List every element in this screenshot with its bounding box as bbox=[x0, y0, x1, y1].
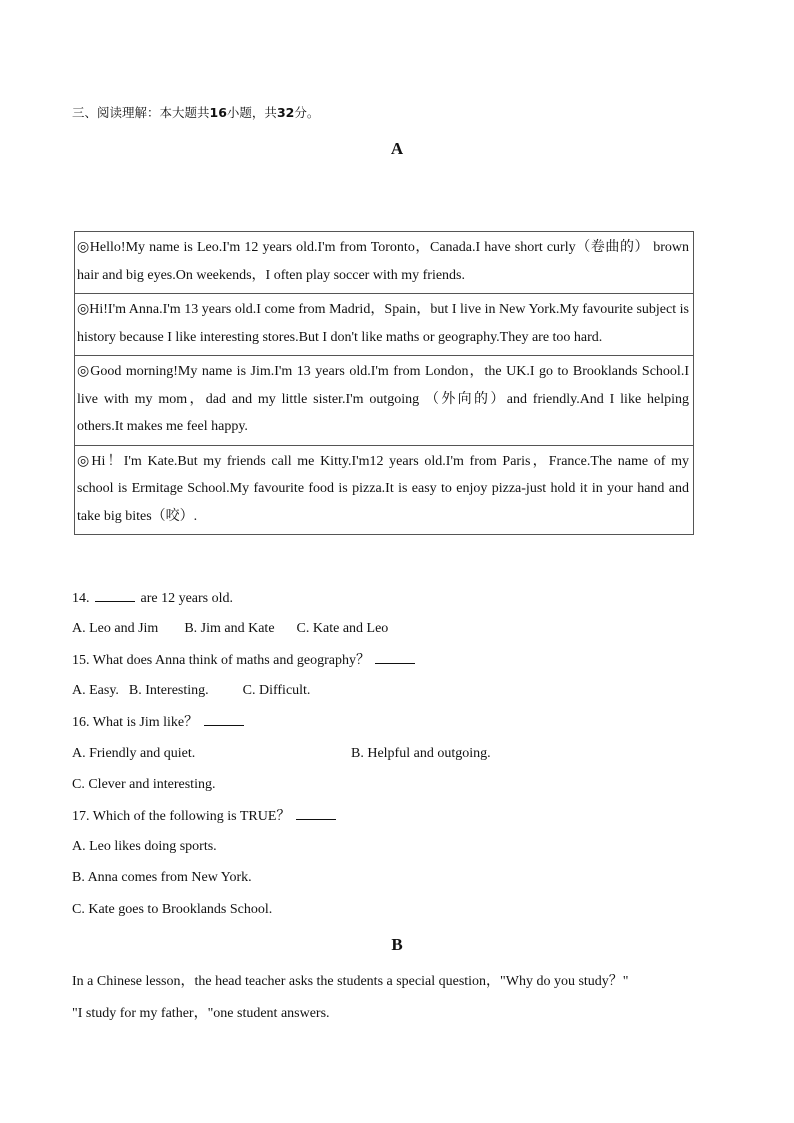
passage-anna: ◎Hi!I'm Anna.I'm 13 years old.I come from Madrid，Spain，but I live in New York.My favourite subject is history because I like interesting stores.But I don't like maths or geography.They are too hard. bbox=[75, 294, 693, 356]
question-15-options bbox=[72, 682, 310, 700]
part-b-paragraph-1: In a Chinese lesson，the head teacher asks the students a special question，"Why do you study？" bbox=[72, 974, 629, 989]
passage-kate: ◎Hi！I'm Kate.But my friends call me Kitty.I'm12 years old.I'm from Paris，France.The name of my school is Ermitage School.My favourite food is pizza.It is easy to enjoy pizza-just hold it in your hand and take big bites（咬）. bbox=[77, 453, 689, 524]
option-a[interactable]: A. Leo and Jim bbox=[72, 621, 159, 636]
option-c[interactable]: C. Kate goes to Brooklands School. bbox=[72, 902, 273, 917]
option-b[interactable]: B. Helpful and outgoing. bbox=[351, 746, 491, 761]
option-b[interactable]: B. Interesting. bbox=[128, 683, 209, 698]
question-16-options-row2 bbox=[72, 776, 215, 794]
option-c[interactable]: C. Kate and Leo bbox=[296, 621, 389, 636]
question-17-option-a-row bbox=[72, 838, 217, 856]
question-stem: 15. What does Anna think of maths and geography？ bbox=[72, 653, 370, 668]
answer-blank[interactable] bbox=[296, 807, 336, 820]
passage-leo: ◎Hello!My name is Leo.I'm 12 years old.I'm from Toronto，Canada.I have short curly（卷曲的） brown hair and big eyes.On weekends，I often play soccer with my friends. bbox=[75, 232, 693, 294]
option-b[interactable]: B. Anna comes from New York. bbox=[72, 870, 252, 885]
passage-jim: ◎Good morning!My name is Jim.I'm 13 years old.I'm from London，the UK.I go to Brooklands School.I live with my mom，dad and my little sister.I'm outgoing （外向的）and friendly.And I like helping others.It makes me feel happy. bbox=[75, 356, 693, 446]
answer-blank[interactable] bbox=[95, 589, 135, 602]
option-a[interactable]: A. Easy. bbox=[72, 683, 119, 698]
question-stem: 17. Which of the following is TRUE？ bbox=[72, 809, 291, 824]
heading-prefix: 三、阅读理解：本大题共 bbox=[72, 105, 210, 120]
question-17-option-c-row bbox=[72, 901, 272, 919]
option-c[interactable]: C. Clever and interesting. bbox=[72, 777, 216, 792]
question-stem: 16. What is Jim like？ bbox=[72, 715, 199, 730]
question-14-options bbox=[72, 620, 388, 638]
question-number: 14. bbox=[72, 591, 90, 606]
option-c[interactable]: C. Difficult. bbox=[242, 683, 311, 698]
question-16 bbox=[72, 713, 246, 732]
option-a[interactable]: A. Friendly and quiet. bbox=[72, 746, 196, 761]
question-14 bbox=[72, 589, 233, 608]
section-heading bbox=[72, 103, 319, 121]
question-15 bbox=[72, 651, 417, 670]
option-b[interactable]: B. Jim and Kate bbox=[184, 621, 275, 636]
passage-table bbox=[74, 231, 694, 535]
answer-blank[interactable] bbox=[204, 713, 244, 726]
question-16-options-row1 bbox=[72, 745, 195, 763]
heading-suffix: 分。 bbox=[294, 105, 320, 120]
question-stem: are 12 years old. bbox=[140, 591, 234, 606]
question-17 bbox=[72, 807, 338, 826]
answer-blank[interactable] bbox=[375, 651, 415, 664]
part-a-title: A bbox=[390, 139, 404, 158]
part-b-paragraph-2: "I study for my father，"one student answers. bbox=[72, 1006, 330, 1021]
part-b-title: B bbox=[391, 935, 403, 954]
heading-mid: 小题，共 bbox=[226, 105, 277, 120]
question-16-option-b-row bbox=[351, 745, 491, 763]
option-a[interactable]: A. Leo likes doing sports. bbox=[72, 839, 217, 854]
question-17-option-b-row bbox=[72, 869, 252, 887]
question-count: 16 bbox=[209, 105, 227, 120]
score-total: 32 bbox=[276, 105, 295, 120]
